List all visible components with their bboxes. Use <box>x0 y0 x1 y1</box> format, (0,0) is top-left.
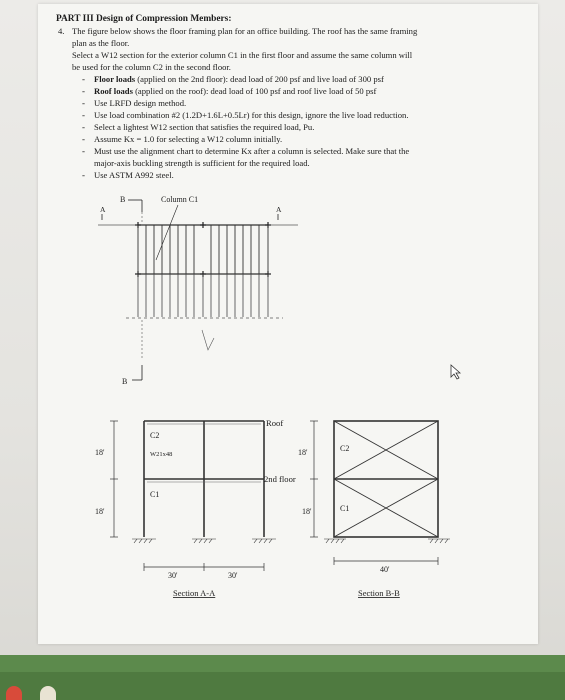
column-c2-label-aa: C2 <box>150 431 160 440</box>
mouse-cursor-icon <box>450 364 464 380</box>
problem-line-4: be used for the column C2 in the second floor. <box>72 62 231 72</box>
section-mark-b-top: B <box>120 195 126 204</box>
section-mark-a-right: A <box>276 205 282 214</box>
column-c1-label: Column C1 <box>161 195 199 204</box>
problem-number: 4. <box>58 26 65 36</box>
bullet-lrfd: Use LRFD design method. <box>94 98 187 108</box>
column-c1-label-aa: C1 <box>150 490 160 499</box>
app-dock-icon[interactable] <box>40 686 56 700</box>
section-mark-a-left: A <box>100 205 106 214</box>
bullet-marker: - <box>82 170 85 180</box>
section-a-a-caption: Section A-A <box>173 588 216 598</box>
bullet-marker: - <box>82 74 85 84</box>
problem-line-1: The figure below shows the floor framing plan for an office building. The roof has the same framing <box>72 26 418 36</box>
paper-sheet <box>38 4 538 644</box>
bullet-load-combination: Use load combination #2 (1.2D+1.6L+0.5Lr) for this design, ignore the live load reduction. <box>94 110 409 120</box>
bullet-marker: - <box>82 110 85 120</box>
second-floor-label: 2nd floor <box>264 474 296 484</box>
bullet-marker: - <box>82 122 85 132</box>
section-a-a-drawing <box>88 409 308 629</box>
floor-framing-plan <box>38 190 538 386</box>
column-c1-label-bb: C1 <box>340 504 350 513</box>
bullet-assume-kx: Assume Kx = 1.0 for selecting a W12 column initially. <box>94 134 283 144</box>
bullet-marker: - <box>82 86 85 96</box>
span-bb-dim: 40' <box>380 565 390 574</box>
part-title: PART III Design of Compression Members: <box>56 14 232 24</box>
problem-line-2: plan as the floor. <box>72 38 130 48</box>
height-lower-dim-bb: 18' <box>302 507 312 516</box>
bullet-lightest-section: Select a lightest W12 section that satisfies the required load, Pu. <box>94 122 315 132</box>
section-b-b-drawing <box>288 409 488 629</box>
problem-line-3: Select a W12 section for the exterior column C1 in the first floor and assume the same column will <box>72 50 413 60</box>
bullet-marker: - <box>82 134 85 144</box>
height-upper-dim: 18' <box>95 448 105 457</box>
height-lower-dim: 18' <box>95 507 105 516</box>
bullet-roof-loads: Roof loads (applied on the roof): dead load of 100 psf and roof live load of 50 psf <box>94 86 377 96</box>
span-1-dim: 30' <box>168 571 178 580</box>
bullet-marker: - <box>82 146 85 156</box>
roof-label: Roof <box>266 418 284 428</box>
bullet-marker: - <box>82 98 85 108</box>
column-c2-label-bb: C2 <box>340 444 350 453</box>
bullet-alignment-chart: Must use the alignment chart to determine Kx after a column is selected. Make sure that the <box>94 146 410 156</box>
app-dock-icon[interactable] <box>6 686 22 700</box>
bullet-steel-grade: Use ASTM A992 steel. <box>94 170 174 180</box>
bullet-alignment-chart-cont: major-axis buckling strength is sufficient for the required load. <box>94 158 310 168</box>
span-2-dim: 30' <box>228 571 238 580</box>
section-b-b-caption: Section B-B <box>358 588 400 598</box>
bullet-floor-loads: Floor loads (applied on the 2nd floor): dead load of 200 psf and live load of 300 psf <box>94 74 384 84</box>
taskbar-strip <box>0 672 565 700</box>
height-upper-dim-bb: 18' <box>298 448 308 457</box>
beam-w21x48-label: W21x48 <box>150 451 173 458</box>
section-mark-b-bottom: B <box>122 377 128 386</box>
